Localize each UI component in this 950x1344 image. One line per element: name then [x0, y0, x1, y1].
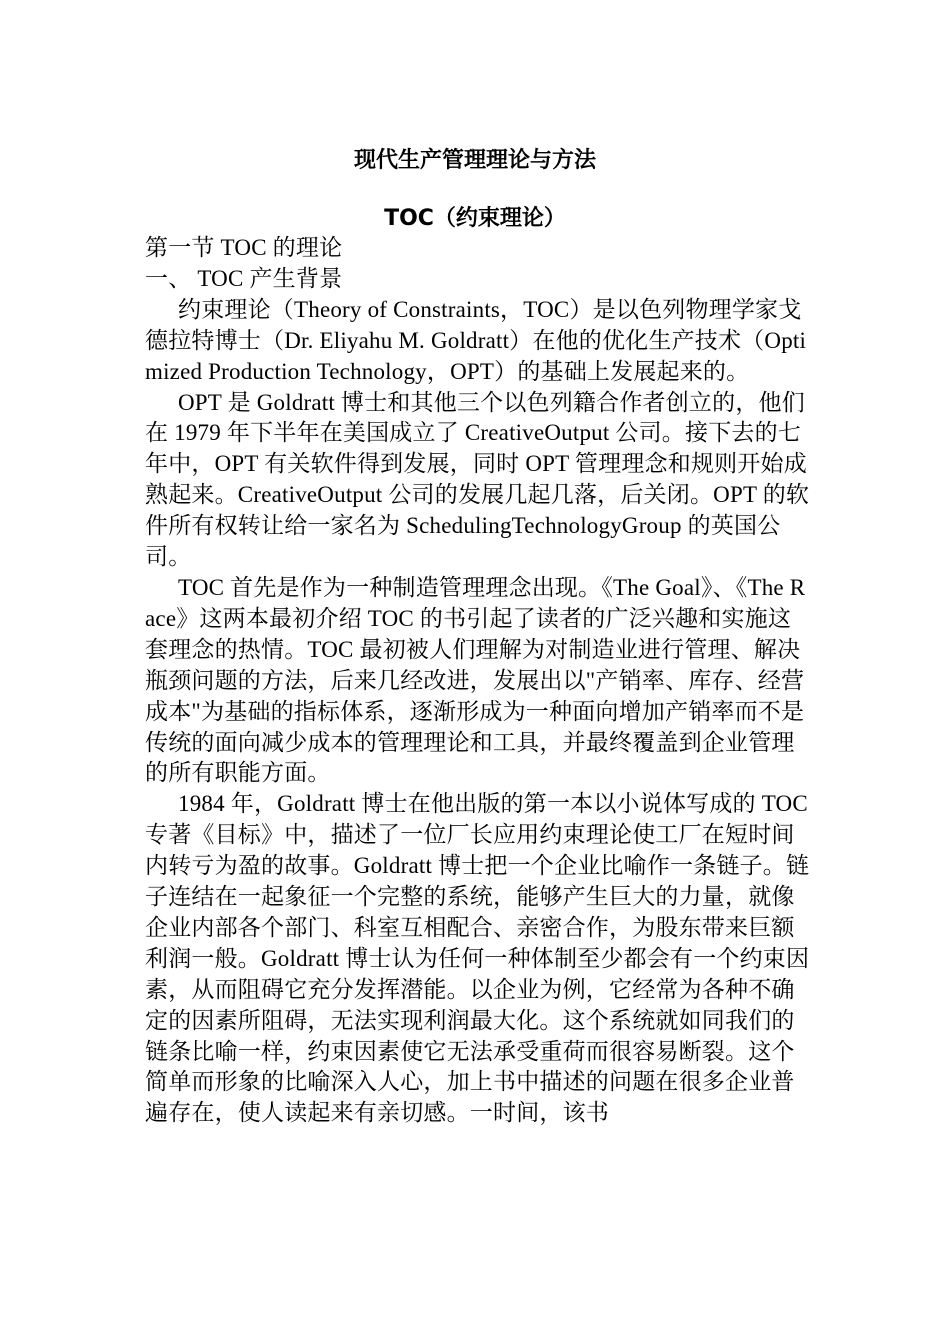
document-title: 现代生产管理理论与方法: [353, 148, 596, 173]
paragraph: OPT 是 Goldratt 博士和其他三个以色列籍合作者创立的，他们在 1979 年下半年在美国成立了 CreativeOutput 公司。接下去的七年中，OPT 有关软件得到发展，同时 OPT 管理理念和规则开始成熟起来。CreativeOutput 公司的发展几起几落，后关闭。OPT 的软件所有权转让给一家名为 SchedulingTechnologyGroup 的英国公司。: [145, 389, 810, 570]
subsection-heading: 一、 TOC 产生背景: [145, 265, 343, 291]
document-body: [145, 233, 810, 1129]
document-subtitle: TOC（约束理论）: [384, 206, 566, 231]
paragraph: 1984 年，Goldratt 博士在他出版的第一本以小说体写成的 TOC 专著《目标》中，描述了一位厂长应用约束理论使工厂在短时间内转亏为盈的故事。Goldratt 博士把一个企业比喻作一条链子。链子连结在一起象征一个完整的系统，能够产生巨大的力量，就像企业内部各个部门、科室互相配合、亲密合作，为股东带来巨额利润一般。Goldratt 博士认为任何一种体制至少都会有一个约束因素，从而阻碍它充分发挥潜能。以企业为例，它经常为各种不确定的因素所阻碍，无法实现利润最大化。这个系统就如同我们的链条比喻一样，约束因素使它无法承受重荷而很容易断裂。这个简单而形象的比喻深入人心，加上书中描述的问题在很多企业普遍存在，使人读起来有亲切感。一时间，该书: [145, 791, 810, 1126]
paragraph: 约束理论（Theory of Constraints，TOC）是以色列物理学家戈德拉特博士（Dr. Eliyahu M. Goldratt）在他的优化生产技术（Optimized Production Technology，OPT）的基础上发展起来的。: [145, 296, 807, 384]
section-heading: 第一节 TOC 的理论: [145, 235, 343, 260]
paragraph: TOC 首先是作为一种制造管理理念出现。《The Goal》、《The Race》这两本最初介绍 TOC 的书引起了读者的广泛兴趣和实施这套理念的热情。TOC 最初被人们理解为对制造业进行管理、解决瓶颈问题的方法，后来几经改进，发展出以"产销率、库存、经营成本"为基础的指标体系，逐渐形成为一种面向增加产销率而不是传统的面向减少成本的管理理论和工具，并最终覆盖到企业管理的所有职能方面。: [145, 574, 806, 786]
